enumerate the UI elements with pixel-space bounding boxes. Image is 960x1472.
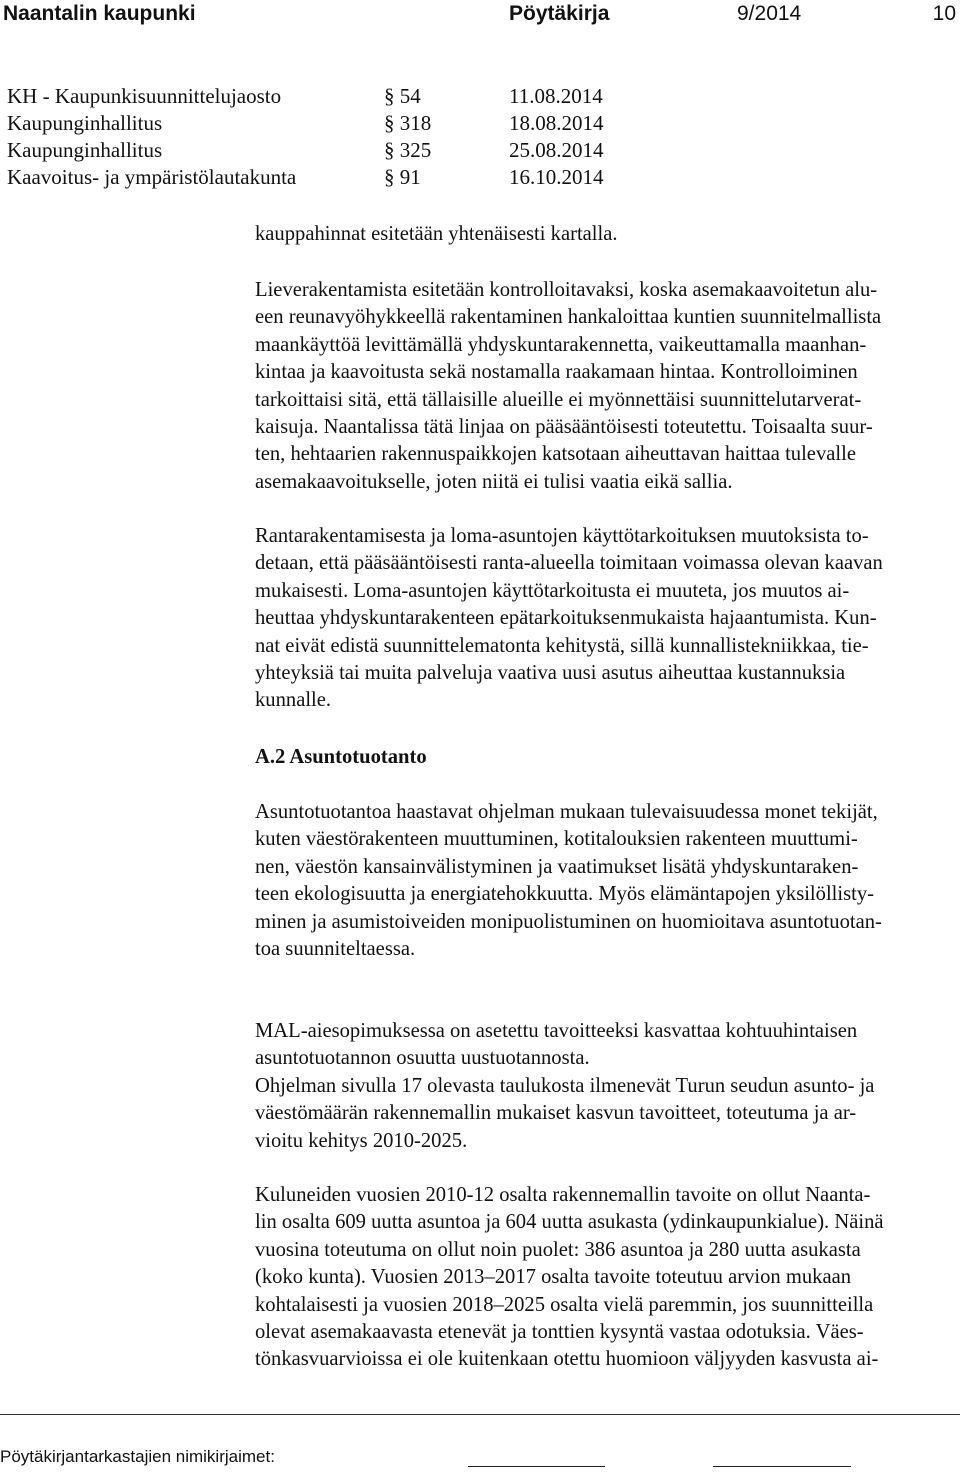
meeting-section: § 318 — [384, 111, 432, 135]
paragraph-line: yhteyksiä tai muita palveluja vaativa uusi asutus aiheuttaa kustannuksia — [255, 662, 846, 685]
paragraph-line: toa suunniteltaessa. — [255, 938, 416, 961]
meeting-body: Kaupunginhallitus — [7, 111, 163, 135]
initials-line — [468, 1466, 605, 1467]
page-number: 10 — [932, 2, 956, 25]
paragraph-line: Ohjelman sivulla 17 olevasta taulukosta ilmenevät Turun seudun asunto- ja — [255, 1075, 875, 1097]
paragraph-line: väestömäärän rakennemallin mukaiset kasvun tavoitteet, toteutuma ja ar- — [255, 1102, 857, 1125]
paragraph-line: minen ja asumistoiveiden monipuolistuminen on huomioitava asuntotuotan- — [255, 910, 882, 933]
reviewer-initials-label: Pöytäkirjantarkastajien nimikirjaimet: — [0, 1447, 275, 1466]
paragraph-line: kohtalaisesti ja vuosien 2018–2025 osalta vielä paremmin, jos suunnitteilla — [255, 1293, 874, 1316]
paragraph-line: nat eivät edistä suunnittelematonta kehitystä, sillä kunnallistekniikkaa, tie- — [255, 634, 869, 657]
footer-divider — [0, 1414, 960, 1415]
meeting-section: § 54 — [384, 84, 421, 108]
paragraph-line: nen, väestön kansainvälistyminen ja vaatimukset lisätä yhdyskuntaraken- — [255, 855, 859, 878]
paragraph-line: Asuntotuotantoa haastavat ohjelman mukaan tulevaisuudessa monet tekijät, — [255, 801, 878, 823]
paragraph-line: lin osalta 609 uutta asuntoa ja 604 uutta asukasta (ydinkaupunkialue). Näinä — [255, 1211, 884, 1234]
paragraph-line: ten, hehtaarien rakennuspaikkojen katsotaan aiheuttavan haittaa tulevalle — [255, 443, 856, 466]
document-type: Pöytäkirja — [509, 2, 610, 25]
paragraph-line: tarkoittaisi sitä, että tällaisille alueille ei myönnettäisi suunnittelutarverat- — [255, 388, 862, 411]
paragraph-line: vioitu kehitys 2010-2025. — [255, 1129, 468, 1152]
paragraph-line: tönkasvuarvioissa ei ole kuitenkaan otettu huomioon väljyyden kasvusta ai- — [255, 1348, 879, 1371]
document-number: 9/2014 — [737, 2, 802, 25]
paragraph — [255, 221, 960, 248]
paragraph-line: kaisuja. Naantalissa tätä linjaa on pääsääntöisesti toteutettu. Toisaalta suur- — [255, 416, 873, 439]
paragraph — [255, 799, 960, 963]
meeting-body: Kaupunginhallitus — [7, 138, 163, 162]
paragraph-line: vuosina toteutuma on ollut noin puolet: 386 asuntoa ja 280 uutta asukasta — [255, 1238, 861, 1261]
paragraph-line: detaan, että pääsääntöisesti ranta-alueella toimitaan voimassa olevan kaavan — [255, 552, 883, 575]
paragraph — [255, 277, 960, 496]
paragraph-line: kuten väestörakenteen muuttuminen, kotitalouksien rakenteen muuttumi- — [255, 828, 858, 851]
paragraph-line: Lieverakentamista esitetään kontrolloitavaksi, koska asemakaavoitetun alu- — [255, 279, 878, 301]
meeting-section: § 91 — [384, 165, 421, 189]
paragraph — [255, 1018, 960, 1073]
paragraph-line: Kuluneiden vuosien 2010-12 osalta rakennemallin tavoite on ollut Naanta- — [255, 1184, 871, 1206]
initials-line — [713, 1466, 851, 1467]
organization-name: Naantalin kaupunki — [3, 2, 196, 25]
paragraph-line: teen ekologisuutta ja energiatehokkuutta. Myös elämäntapojen yksilöllisty- — [255, 883, 875, 906]
meeting-row — [0, 165, 960, 189]
meeting-row — [0, 84, 960, 108]
paragraph-line: asuntotuotannon osuutta uustuotannosta. — [255, 1047, 590, 1070]
meeting-section: § 325 — [384, 138, 432, 162]
paragraph-line: heuttaa yhdyskuntarakenteen epätarkoituksenmukaista hajaantumista. Kun- — [255, 607, 877, 630]
paragraph-line: olevat asemakaavasta etenevät ja tonttien kysyntä vastaa odotuksia. Väes- — [255, 1321, 864, 1344]
paragraph-line: Rantarakentamisesta ja loma-asuntojen käyttötarkoituksen muutoksista to- — [255, 525, 869, 547]
paragraph — [255, 1073, 960, 1155]
meeting-body: KH - Kaupunkisuunnittelujaosto — [7, 84, 282, 108]
paragraph-line: kintaa ja kaavoitusta sekä nostamalla raakamaan hintaa. Kontrolloiminen — [255, 361, 858, 384]
paragraph-line: MAL-aiesopimuksessa on asetettu tavoitteeksi kasvattaa kohtuuhintaisen — [255, 1020, 858, 1042]
section-heading: A.2 Asuntotuotanto — [255, 746, 427, 768]
paragraph-line: kunnalle. — [255, 689, 332, 712]
meeting-date: 18.08.2014 — [509, 111, 604, 135]
meeting-row — [0, 111, 960, 135]
paragraph-line: een reunavyöhykkeellä rakentaminen hankaloittaa kuntien suunnitelmallista — [255, 306, 882, 329]
meeting-date: 16.10.2014 — [509, 165, 604, 189]
paragraph-line: (koko kunta). Vuosien 2013–2017 osalta tavoite toteutuu arvion mukaan — [255, 1266, 852, 1289]
meeting-date: 11.08.2014 — [509, 84, 603, 108]
paragraph-line: kauppahinnat esitetään yhtenäisesti kartalla. — [255, 223, 618, 245]
meeting-row — [0, 138, 960, 162]
paragraph — [255, 523, 960, 715]
paragraph-line: maankäyttöä levittämällä yhdyskuntarakennetta, vaikeuttamalla maanhan- — [255, 333, 867, 356]
paragraph-line: mukaisesti. Loma-asuntojen käyttötarkoitusta ei muuteta, jos muutos ai- — [255, 579, 850, 602]
paragraph-line: asemakaavoitukselle, joten niitä ei tulisi vaatia eikä sallia. — [255, 470, 733, 493]
paragraph — [255, 1182, 960, 1374]
meeting-date: 25.08.2014 — [509, 138, 604, 162]
meeting-body: Kaavoitus- ja ympäristölautakunta — [7, 165, 297, 189]
